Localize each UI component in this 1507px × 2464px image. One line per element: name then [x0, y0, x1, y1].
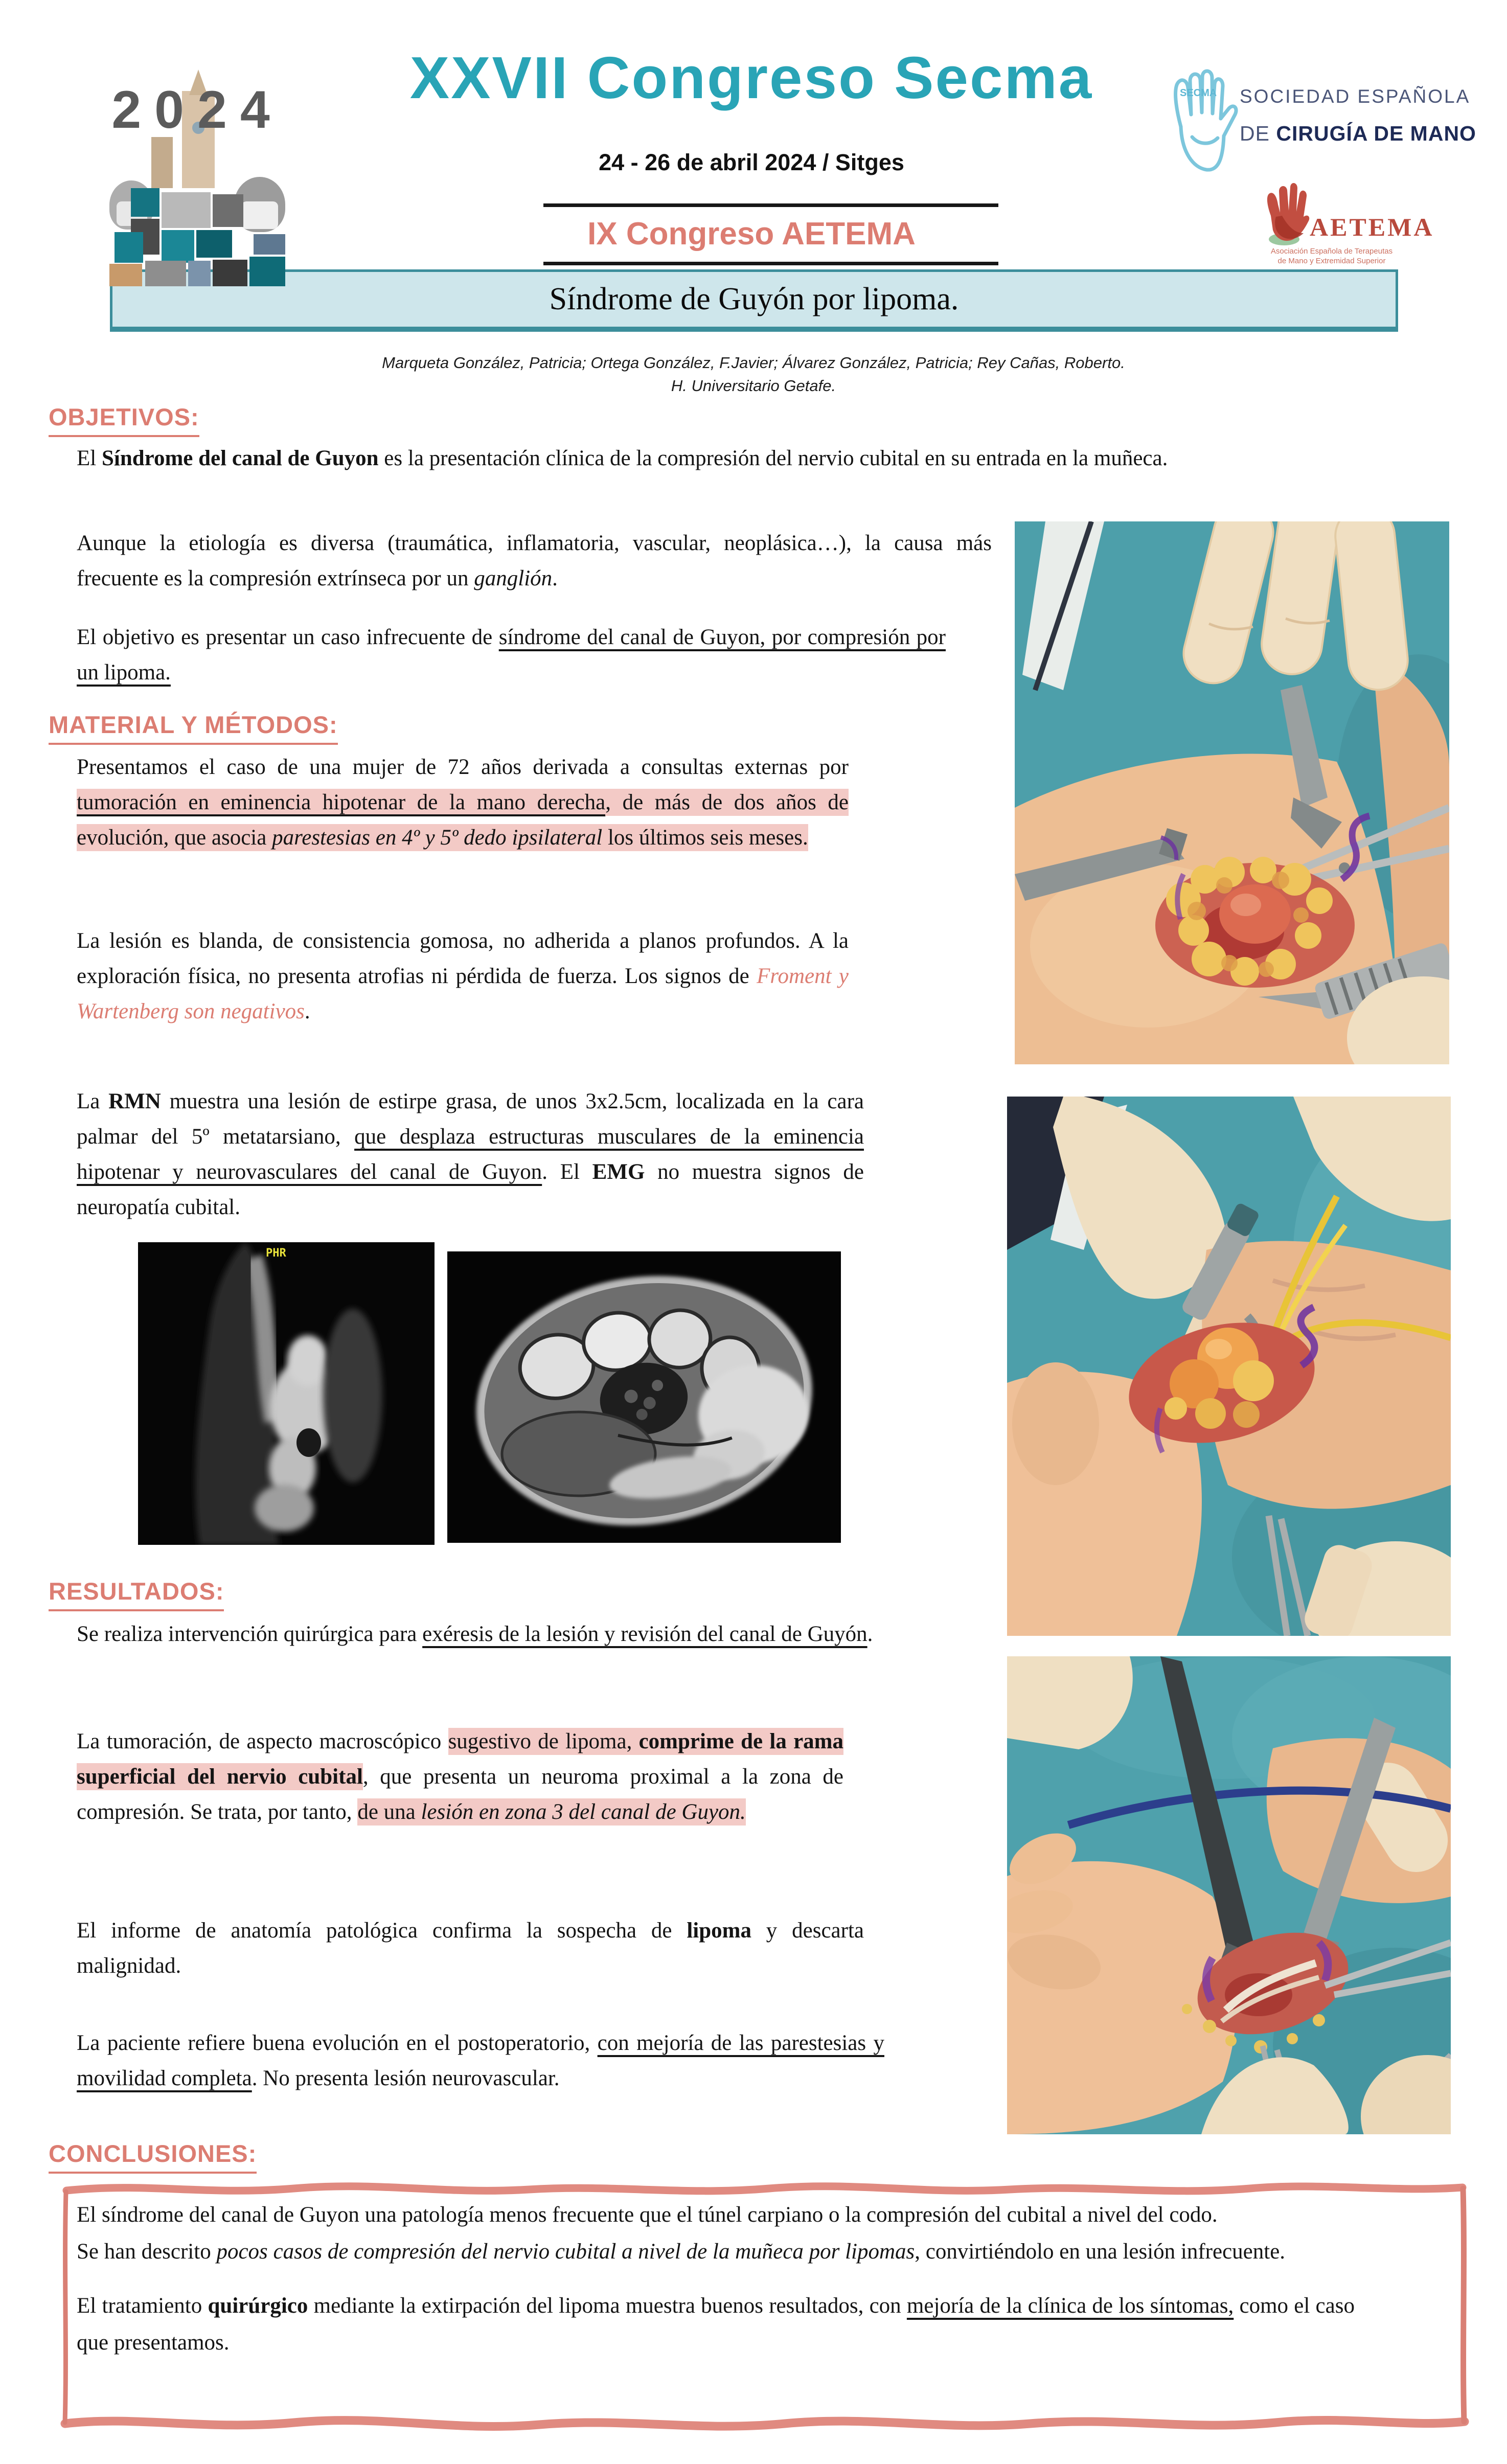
paragraph-resultados-3: El informe de anatomía patológica confirma la sospecha de lipoma y descarta malignidad. [77, 1919, 864, 1978]
institution-line: H. Universitario Getafe. [671, 377, 836, 395]
paragraph-resultados-4: La paciente refiere buena evolución en el postoperatorio, con mejoría de las parestesias y movilidad completa. No presenta lesión neurovascular. [77, 2031, 884, 2090]
header-divider-top [543, 203, 998, 207]
paragraph-material-3: La RMN muestra una lesión de estirpe grasa, de unos 3x2.5cm, localizada en la cara palmar del 5º metatarsiano, que desplaza estructuras musculares de la eminencia hipotenar y neurovasculares del canal de Guyon. El EMG no muestra signos de neuropatía cubital. [77, 1089, 864, 1219]
aetema-subtitle-line2: de Mano y Extremidad Superior [1277, 257, 1386, 265]
collage-tile [213, 194, 243, 227]
collage-tile [162, 230, 194, 263]
secma-line2-bold: CIRUGÍA DE MANO [1276, 122, 1476, 145]
paragraph-conclusiones-1: El síndrome del canal de Guyon una patología menos frecuente que el túnel carpiano o la compresión del cubital a nivel del codo. [77, 2203, 1218, 2227]
paragraph-material-2: La lesión es blanda, de consistencia gomosa, no adherida a planos profundos. A la exploración física, no presenta atrofias ni pérdida de fuerza. Los signos de Froment y Wartenberg son negativos. [77, 929, 849, 1023]
collage-tile [162, 192, 211, 228]
congress-date: 24 - 26 de abril 2024 / Sitges [599, 149, 904, 175]
collage-tile [188, 261, 211, 286]
surgical-photo-1 [1015, 521, 1449, 1064]
collage-tile [145, 261, 186, 286]
congress-2024-collage-logo [102, 60, 292, 288]
collage-tile [213, 260, 247, 286]
aetema-subtitle [1247, 246, 1416, 266]
mri-orientation-label: PHR [266, 1247, 286, 1260]
collage-tile [196, 230, 232, 258]
surgical-photo-3 [1007, 1656, 1451, 2134]
secma-society-line2 [1240, 122, 1505, 146]
aetema-subtitle-line1: Asociación Española de Terapeutas [1270, 247, 1393, 256]
section-heading-material: MATERIAL Y MÉTODOS: [49, 711, 338, 745]
paragraph-conclusiones-2: Se han descrito pocos casos de compresión del nervio cubital a nivel de la muñeca por lipomas, convirtiéndolo en una lesión infrecuente. [77, 2240, 1286, 2264]
collage-tile [254, 234, 285, 255]
congress-title: XXVII Congreso Secma [409, 44, 1093, 111]
section-heading-conclusiones: CONCLUSIONES: [49, 2139, 257, 2174]
mri-sagittal-image [138, 1242, 435, 1545]
paragraph-objetivos-3: El objetivo es presentar un caso infrecuente de síndrome del canal de Guyon, por compresión por un lipoma. [77, 625, 946, 685]
secma-acronym-letters: SECMA [1180, 87, 1217, 99]
collage-tile [109, 264, 142, 286]
authors-line: Marqueta González, Patricia; Ortega González, F.Javier; Álvarez González, Patricia; Rey Cañas, Roberto. [382, 354, 1125, 372]
section-heading-resultados: RESULTADOS: [49, 1577, 224, 1611]
poster-title-box [110, 269, 1398, 332]
paragraph-objetivos-1: El Síndrome del canal de Guyon es la presentación clínica de la compresión del nervio cubital en su entrada en la muñeca. [77, 446, 1168, 470]
collage-tile [249, 257, 285, 286]
paragraph-objetivos-2: Aunque la etiología es diversa (traumática, inflamatoria, vascular, neoplásica…), la causa más frecuente es la compresión extrínseca por un ganglión. [77, 531, 992, 590]
secma-hand-icon [1170, 65, 1239, 183]
aetema-hand-icon [1262, 180, 1310, 246]
conclusions-box [54, 2175, 1475, 2437]
secma-society-line1: SOCIEDAD ESPAÑOLA [1240, 86, 1471, 107]
section-heading-objetivos: OBJETIVOS: [49, 403, 199, 437]
paragraph-material-1: Presentamos el caso de una mujer de 72 años derivada a consultas externas por tumoración en eminencia hipotenar de la mano derecha, de más de dos años de evolución, que asocia parestesias en 4º y 5º dedo ipsilateral los últimos seis meses. [77, 749, 849, 855]
mri-axial-image [447, 1251, 841, 1543]
collage-tile [131, 188, 159, 217]
header-divider-bottom [543, 262, 998, 265]
conclusions-content [77, 2197, 1355, 2361]
collage-tower-left [151, 137, 173, 188]
collage-surgeon-right-mask [241, 201, 278, 229]
year-label: 2024 [111, 80, 283, 140]
subcongress-title: IX Congreso AETEMA [587, 216, 916, 252]
paragraph-conclusiones-3: El tratamiento quirúrgico mediante la extirpación del lipoma muestra buenos resultados, con mejoría de la clínica de los síntomas, como el caso que presentamos. [77, 2294, 1355, 2355]
surgical-photo-2 [1007, 1097, 1451, 1636]
poster-title: Síndrome de Guyón por lipoma. [549, 282, 959, 316]
aetema-name: AETEMA [1310, 213, 1434, 241]
paragraph-resultados-2: La tumoración, de aspecto macroscópico sugestivo de lipoma, comprime de la rama superficial del nervio cubital, que presenta un neuroma proximal a la zona de compresión. Se trata, por tanto, de una lesión en zona 3 del canal de Guyon. [77, 1724, 843, 1830]
collage-tile [115, 232, 143, 263]
secma-line2-prefix: DE [1240, 122, 1276, 145]
paragraph-resultados-1: Se realiza intervención quirúrgica para exéresis de la lesión y revisión del canal de Guyón. [77, 1622, 873, 1646]
